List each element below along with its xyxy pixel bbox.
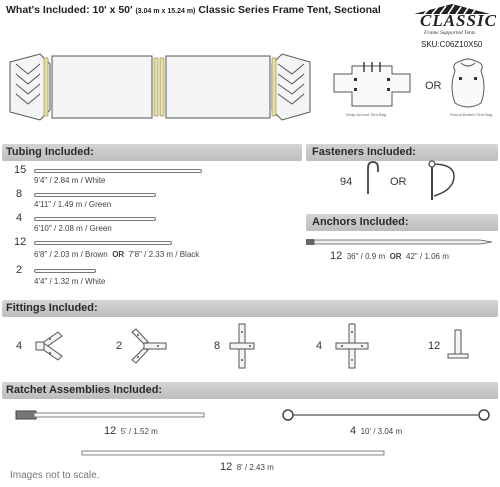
r-clip-icon bbox=[420, 160, 460, 202]
wrap-around-bag-icon bbox=[330, 62, 414, 116]
anchors-section-title: Anchors Included: bbox=[312, 216, 409, 228]
round-bag-label: Round Bottom Tent Bag bbox=[450, 112, 493, 117]
scale-disclaimer: Images not to scale. bbox=[10, 470, 100, 481]
ratchet-qty-2: 4 bbox=[350, 425, 357, 437]
corner-fitting-icon bbox=[32, 326, 68, 366]
title-metric: (3.04 m x 15.24 m) bbox=[135, 8, 196, 15]
fitting-qty-5: 12 bbox=[428, 340, 441, 352]
anchors-or-label: OR bbox=[389, 252, 402, 261]
round-bottom-bag-icon bbox=[447, 57, 489, 111]
ratchet-spec-3 bbox=[220, 461, 274, 473]
cross-fitting-icon bbox=[334, 322, 370, 370]
bag-or-label: OR bbox=[425, 80, 442, 92]
ratchet-qty-1: 12 bbox=[104, 425, 117, 437]
title-series: Classic Series Frame Tent, Sectional bbox=[198, 4, 381, 16]
ratchet-spec-1 bbox=[104, 425, 158, 437]
page-title bbox=[6, 4, 381, 16]
fasteners-qty: 94 bbox=[340, 176, 353, 188]
fasteners-section-title: Fasteners Included: bbox=[312, 146, 416, 158]
tubing-section-title: Tubing Included: bbox=[6, 146, 94, 158]
tubing-spec-3: 6'10" / 2.08 m / Green bbox=[34, 224, 112, 233]
tube-9ft4-icon bbox=[34, 169, 202, 173]
title-main: What's Included: 10' x 50' bbox=[6, 4, 133, 16]
wrap-bag-label: Wrap Around Tent Bag bbox=[346, 112, 387, 117]
stake-icon bbox=[304, 237, 494, 247]
tubing-spec-5: 4'4" / 1.32 m / White bbox=[34, 277, 106, 286]
tubing-qty-3: 4 bbox=[16, 212, 23, 224]
three-way-fitting-icon bbox=[128, 326, 168, 366]
anchors-spec bbox=[330, 250, 449, 262]
ratchet-size-2: 10' / 3.04 m bbox=[360, 427, 403, 436]
hook-pin-icon bbox=[362, 160, 380, 196]
tube-4ft11-icon bbox=[34, 193, 156, 197]
ratchet-size-1: 5' / 1.52 m bbox=[120, 427, 158, 436]
fitting-qty-1: 4 bbox=[16, 340, 23, 352]
ratchet-cable-10ft-icon bbox=[280, 406, 492, 424]
tee-fitting-icon bbox=[228, 322, 256, 370]
ratchet-strap-8ft-icon bbox=[80, 448, 388, 458]
fitting-qty-2: 2 bbox=[116, 340, 123, 352]
tubing-spec-2: 4'11" / 1.49 m / Green bbox=[34, 200, 112, 209]
tube-4ft4-icon bbox=[34, 269, 96, 273]
fitting-qty-4: 4 bbox=[316, 340, 323, 352]
tubing-qty-4: 12 bbox=[14, 236, 27, 248]
anchors-spec-a: 36" / 0.9 m bbox=[346, 252, 386, 261]
ratchet-qty-3: 12 bbox=[220, 461, 233, 473]
ratchet-size-3: 8' / 2.43 m bbox=[236, 463, 274, 472]
logo-tagline: Frame Supported Tents bbox=[424, 30, 476, 36]
tubing-qty-2: 8 bbox=[16, 188, 23, 200]
fitting-qty-3: 8 bbox=[214, 340, 221, 352]
tubing-or-label: OR bbox=[112, 250, 125, 259]
tubing-spec-4 bbox=[34, 250, 199, 259]
tube-6ft10-icon bbox=[34, 217, 156, 221]
anchors-spec-b: 42" / 1.06 m bbox=[406, 252, 449, 261]
tube-6ft8-icon bbox=[34, 241, 172, 245]
tubing-spec-4a: 6'8" / 2.03 m / Brown bbox=[34, 250, 108, 259]
tubing-qty-5: 2 bbox=[16, 264, 23, 276]
base-plate-icon bbox=[446, 328, 470, 362]
tubing-spec-4b: 7'8" / 2.33 m / Black bbox=[128, 250, 200, 259]
fasteners-or-label: OR bbox=[390, 176, 407, 188]
logo-wordmark: CLASSIC bbox=[420, 11, 497, 30]
tubing-spec-1: 9'4" / 2.84 m / White bbox=[34, 176, 106, 185]
ratchet-strap-5ft-icon bbox=[12, 406, 208, 424]
fittings-section-title: Fittings Included: bbox=[6, 302, 98, 314]
anchors-qty: 12 bbox=[330, 250, 343, 262]
sku-label: SKU:C06Z10X50 bbox=[421, 40, 483, 49]
ratchet-spec-2 bbox=[350, 425, 402, 437]
ratchets-section-title: Ratchet Assemblies Included: bbox=[6, 384, 163, 396]
tent-sections-illustration bbox=[6, 50, 314, 124]
tubing-qty-1: 15 bbox=[14, 164, 27, 176]
